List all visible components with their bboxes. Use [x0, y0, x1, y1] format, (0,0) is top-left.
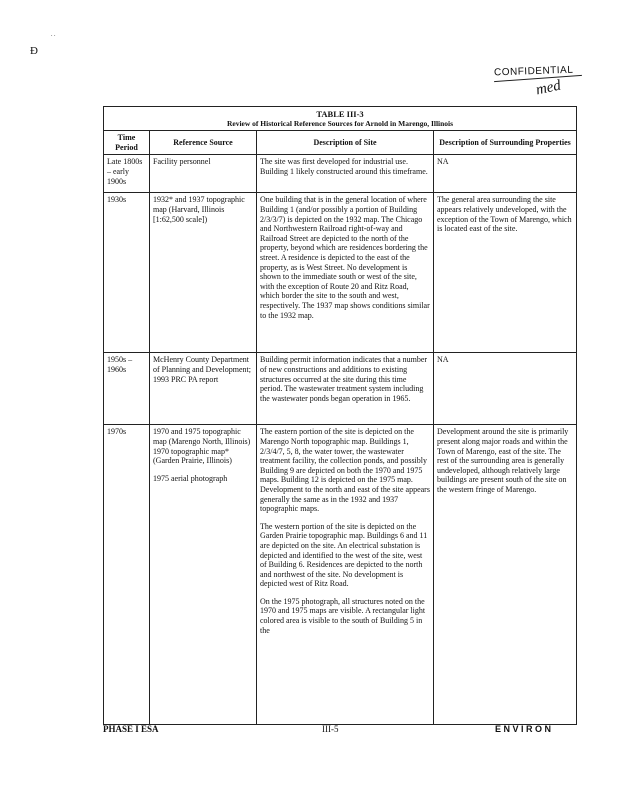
source-cell: [150, 353, 257, 425]
source-cell: [150, 155, 257, 193]
table-row: [104, 193, 577, 353]
historical-sources-table: [103, 106, 577, 725]
site-paragraph: On the 1975 photograph, all structures noted on the 1970 and 1975 maps are visible. A rectangular light colored area is visible to the south of Building 5 in the: [260, 596, 426, 635]
table-header-row: [104, 131, 577, 155]
site-description-cell: [257, 193, 434, 353]
table-row: [104, 155, 577, 193]
footer-company: ENVIRON: [495, 724, 554, 734]
period-cell: 1970s: [104, 425, 150, 725]
site-description-cell: [257, 155, 434, 193]
surrounding-cell: The general area surrounding the site appears relatively undeveloped, with the exception of the Town of Marengo, which is located east of the site.: [434, 193, 577, 353]
site-paragraph: One building that is in the general location of where Building 1 (and/or possibly a portion of Building 2/3/3/7) is depicted on the 1932 map. The Chicago and Northwestern Railroad right-of-way and Railroad Street are depicted to the north of the property, beyond which are residences bordering the street. A residence is depicted to the east of the property, as is West Street. No development is shown to the immediate south or west of the site, with the exception of Route 20 and Ritz Road, which border the site to the south and west, respectively. The 1937 map shows conditions similar to the 1932 map.: [260, 195, 430, 320]
surrounding-cell: NA: [434, 155, 577, 193]
confidential-stamp: CONFIDENTIAL: [493, 64, 574, 79]
footer-page-number: III-5: [322, 724, 339, 734]
period-cell: 1930s: [104, 193, 150, 353]
site-paragraph: The eastern portion of the site is depicted on the Marengo North topographic map. Buildings 1, 2/3/4/7, 5, 8, the water tower, the wastewater treatment facility, the collection ponds, and possibly Building 9 are depicted on both the 1970 and 1975 maps. Building 12 is depicted on the 1975 map. Development to the north and east of the site appears generally the same as in the 1932 and 1937 topographic maps.: [260, 427, 430, 514]
table-subtitle: Review of Historical Reference Sources for Arnold in Marengo, Illinois: [226, 119, 454, 129]
site-paragraph: Building permit information indicates that a number of new constructions and additions to existing structures occurred at the site during this time period. The wastewater treatment system including the wastewater ponds began operation in 1965.: [260, 355, 428, 403]
source-text: McHenry County Department of Planning and Development; 1993 PRC PA report: [153, 355, 251, 384]
source-cell: [150, 193, 257, 353]
surrounding-cell: NA: [434, 353, 577, 425]
footer-doc-label: PHASE I ESA: [103, 724, 159, 734]
source-text: 1975 aerial photograph: [153, 473, 228, 483]
period-cell: Late 1800s – early 1900s: [104, 155, 150, 193]
source-text: 1932* and 1937 topographic map (Harvard, Illinois [1:62,500 scale]): [153, 195, 245, 224]
header-time-period: Time Period: [104, 131, 150, 155]
handwritten-initials: med: [534, 77, 563, 99]
table-row: [104, 425, 577, 725]
surrounding-cell: Development around the site is primarily present along major roads and within the Town of Marengo, east of the site. The rest of the surrounding area is generally undeveloped, although relatively large buildings are present south of the site on the western fringe of Marengo.: [434, 425, 577, 725]
header-reference-source: Reference Source: [150, 131, 257, 155]
source-cell: [150, 425, 257, 725]
site-description-cell: [257, 425, 434, 725]
site-description-cell: [257, 353, 434, 425]
stray-dots: . .: [51, 32, 56, 38]
header-surrounding-description: Description of Surrounding Properties: [434, 131, 577, 155]
table-row: [104, 353, 577, 425]
corner-mark: Ð: [30, 45, 38, 57]
source-text: 1970 and 1975 topographic map (Marengo North, Illinois) 1970 topographic map* (Garden Prairie, Illinois): [153, 427, 251, 466]
site-paragraph: The western portion of the site is depicted on the Garden Prairie topographic map. Buildings 6 and 11 are depicted on the site. An electrical substation is depicted and identified to the west of the site, west of Building 6. Residences are depicted to the north and northwest of the site. No development is depicted west of Ritz Road.: [260, 521, 428, 589]
site-paragraph: The site was first developed for industrial use. Building 1 likely constructed around this timeframe.: [260, 157, 428, 176]
table-title-cell: [104, 107, 577, 131]
source-text: Facility personnel: [153, 157, 211, 167]
table-title: TABLE III-3: [316, 109, 364, 119]
period-cell: 1950s – 1960s: [104, 353, 150, 425]
header-site-description: Description of Site: [257, 131, 434, 155]
